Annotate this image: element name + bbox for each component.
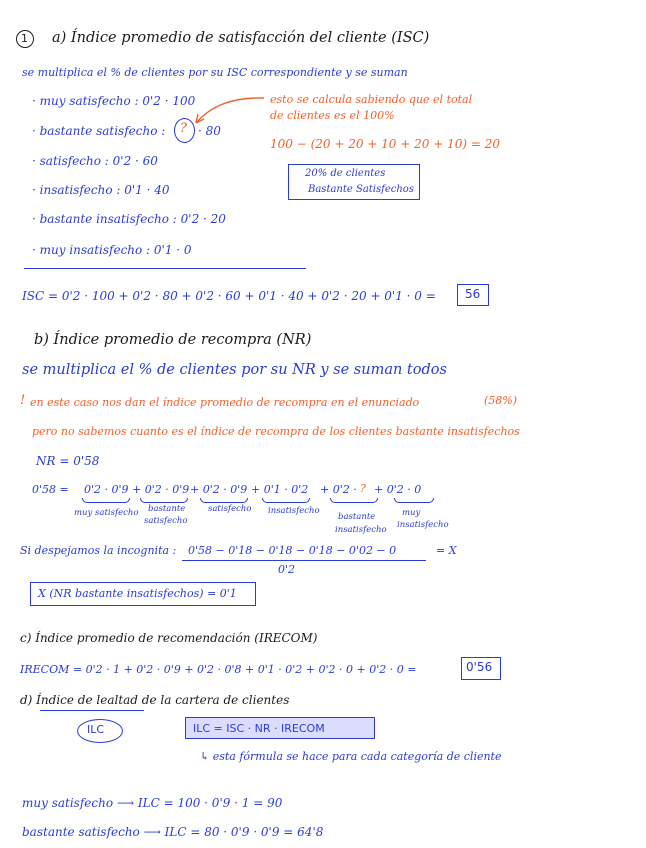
note-box-line2: Bastante Satisfechos xyxy=(308,184,414,195)
unknown-mark: ? xyxy=(180,121,187,136)
nr-term-4: + 0'1 · 0'2 xyxy=(251,483,309,496)
label-insatisfecho-2: insatisfecho xyxy=(335,525,387,535)
brace-muy-satisfecho xyxy=(82,498,130,503)
brace-bastante-insatisfecho xyxy=(330,498,378,503)
solve-numerator: 0'58 − 0'18 − 0'18 − 0'18 − 0'02 − 0 xyxy=(188,544,397,557)
nr-term-2: + 0'2 · 0'9 xyxy=(132,483,190,496)
label-insatisfecho: insatisfecho xyxy=(268,506,320,516)
fraction-bar xyxy=(182,560,426,561)
ilc-formula: ILC = ISC · NR · IRECOM xyxy=(193,722,325,735)
brace-bastante-satisfecho xyxy=(140,498,188,503)
nr-term-3: + 0'2 · 0'9 xyxy=(190,483,248,496)
brace-muy-insatisfecho xyxy=(394,498,434,503)
ilc-row-bastante-satisfecho: bastante satisfecho ⟶ ILC = 80 · 0'9 · 0'9 = 64'8 xyxy=(22,825,324,839)
note-total-line1: esto se calcula sabiendo que el total xyxy=(270,93,473,106)
section-a-heading: a) Índice promedio de satisfacción del cliente (ISC) xyxy=(52,30,430,46)
isc-item-insatisfecho: · insatisfecho : 0'1 · 40 xyxy=(32,183,170,197)
label-muy-satisfecho: muy satisfecho xyxy=(74,508,139,518)
ilc-note: ↳ esta fórmula se hace para cada categoría de cliente xyxy=(200,750,502,763)
nr-term-1: 0'2 · 0'9 xyxy=(84,483,129,496)
section-b-intro: se multiplica el % de clientes por su NR y se suman todos xyxy=(22,362,447,378)
nr-value-line: NR = 0'58 xyxy=(36,454,100,468)
isc-item-satisfecho: · satisfecho : 0'2 · 60 xyxy=(32,154,158,168)
nr-note-1-value: (58%) xyxy=(484,394,518,407)
isc-formula: ISC = 0'2 · 100 + 0'2 · 80 + 0'2 · 60 + 0'1 · 40 + 0'2 · 20 + 0'1 · 0 = xyxy=(22,289,436,303)
brace-insatisfecho xyxy=(262,498,310,503)
ilc-abbr: ILC xyxy=(87,723,105,736)
label-insatisfecho-3: insatisfecho xyxy=(397,520,449,530)
ilc-row-muy-satisfecho: muy satisfecho ⟶ ILC = 100 · 0'9 · 1 = 90 xyxy=(22,796,283,810)
label-bastante-2: bastante xyxy=(338,512,376,522)
section-d-heading: d) Índice de lealtad de la cartera de clientes xyxy=(20,693,290,707)
brace-satisfecho xyxy=(200,498,248,503)
irecom-formula: IRECOM = 0'2 · 1 + 0'2 · 0'9 + 0'2 · 0'8 + 0'1 · 0'2 + 0'2 · 0 + 0'2 · 0 = xyxy=(20,663,417,676)
isc-item-unknown-tail: · 80 xyxy=(198,124,221,138)
nr-term-6: + 0'2 · 0 xyxy=(374,483,422,496)
solve-equals: = X xyxy=(436,544,457,557)
solve-denominator: 0'2 xyxy=(278,563,296,576)
note-calc: 100 − (20 + 20 + 10 + 20 + 10) = 20 xyxy=(270,137,500,151)
nr-term-unknown: ? xyxy=(360,482,366,495)
section-b-heading: b) Índice promedio de recompra (NR) xyxy=(34,332,312,348)
note-total-line2: de clientes es el 100% xyxy=(270,109,395,122)
section-a-intro: se multiplica el % de clientes por su ISC correspondiente y se suman xyxy=(22,66,408,79)
label-bastante: bastante xyxy=(148,504,186,514)
solve-intro: Si despejamos la incognita : xyxy=(20,544,177,557)
section-c-heading: c) Índice promedio de recomendación (IRECOM) xyxy=(20,631,318,645)
arrow-icon xyxy=(190,93,266,127)
nr-note-1: en este caso nos dan el índice promedio de recompra en el enunciado xyxy=(30,396,420,409)
isc-result: 56 xyxy=(465,287,481,301)
label-satisfecho-2: satisfecho xyxy=(144,516,188,526)
isc-item-bastante-satisfecho: · bastante satisfecho : xyxy=(32,124,166,138)
divider xyxy=(24,268,306,269)
isc-item-muy-satisfecho: · muy satisfecho : 0'2 · 100 xyxy=(32,94,196,108)
note-box-line1: 20% de clientes xyxy=(305,168,386,179)
label-muy: muy xyxy=(402,508,421,518)
isc-item-bastante-insatisfecho: · bastante insatisfecho : 0'2 · 20 xyxy=(32,212,226,226)
exclamation-icon: ! xyxy=(20,393,26,408)
nr-term-5: + 0'2 · xyxy=(320,483,357,496)
heading-d-underline xyxy=(40,710,144,711)
nr-result: X (NR bastante insatisfechos) = 0'1 xyxy=(38,587,237,600)
label-satisfecho: satisfecho xyxy=(208,504,252,514)
isc-item-muy-insatisfecho: · muy insatisfecho : 0'1 · 0 xyxy=(32,243,192,257)
irecom-result: 0'56 xyxy=(466,660,493,674)
section-number: 1 xyxy=(21,32,28,45)
nr-note-2: pero no sabemos cuanto es el índice de recompra de los clientes bastante insatisfechos xyxy=(32,425,520,438)
nr-eq-lhs: 0'58 = xyxy=(32,483,69,496)
